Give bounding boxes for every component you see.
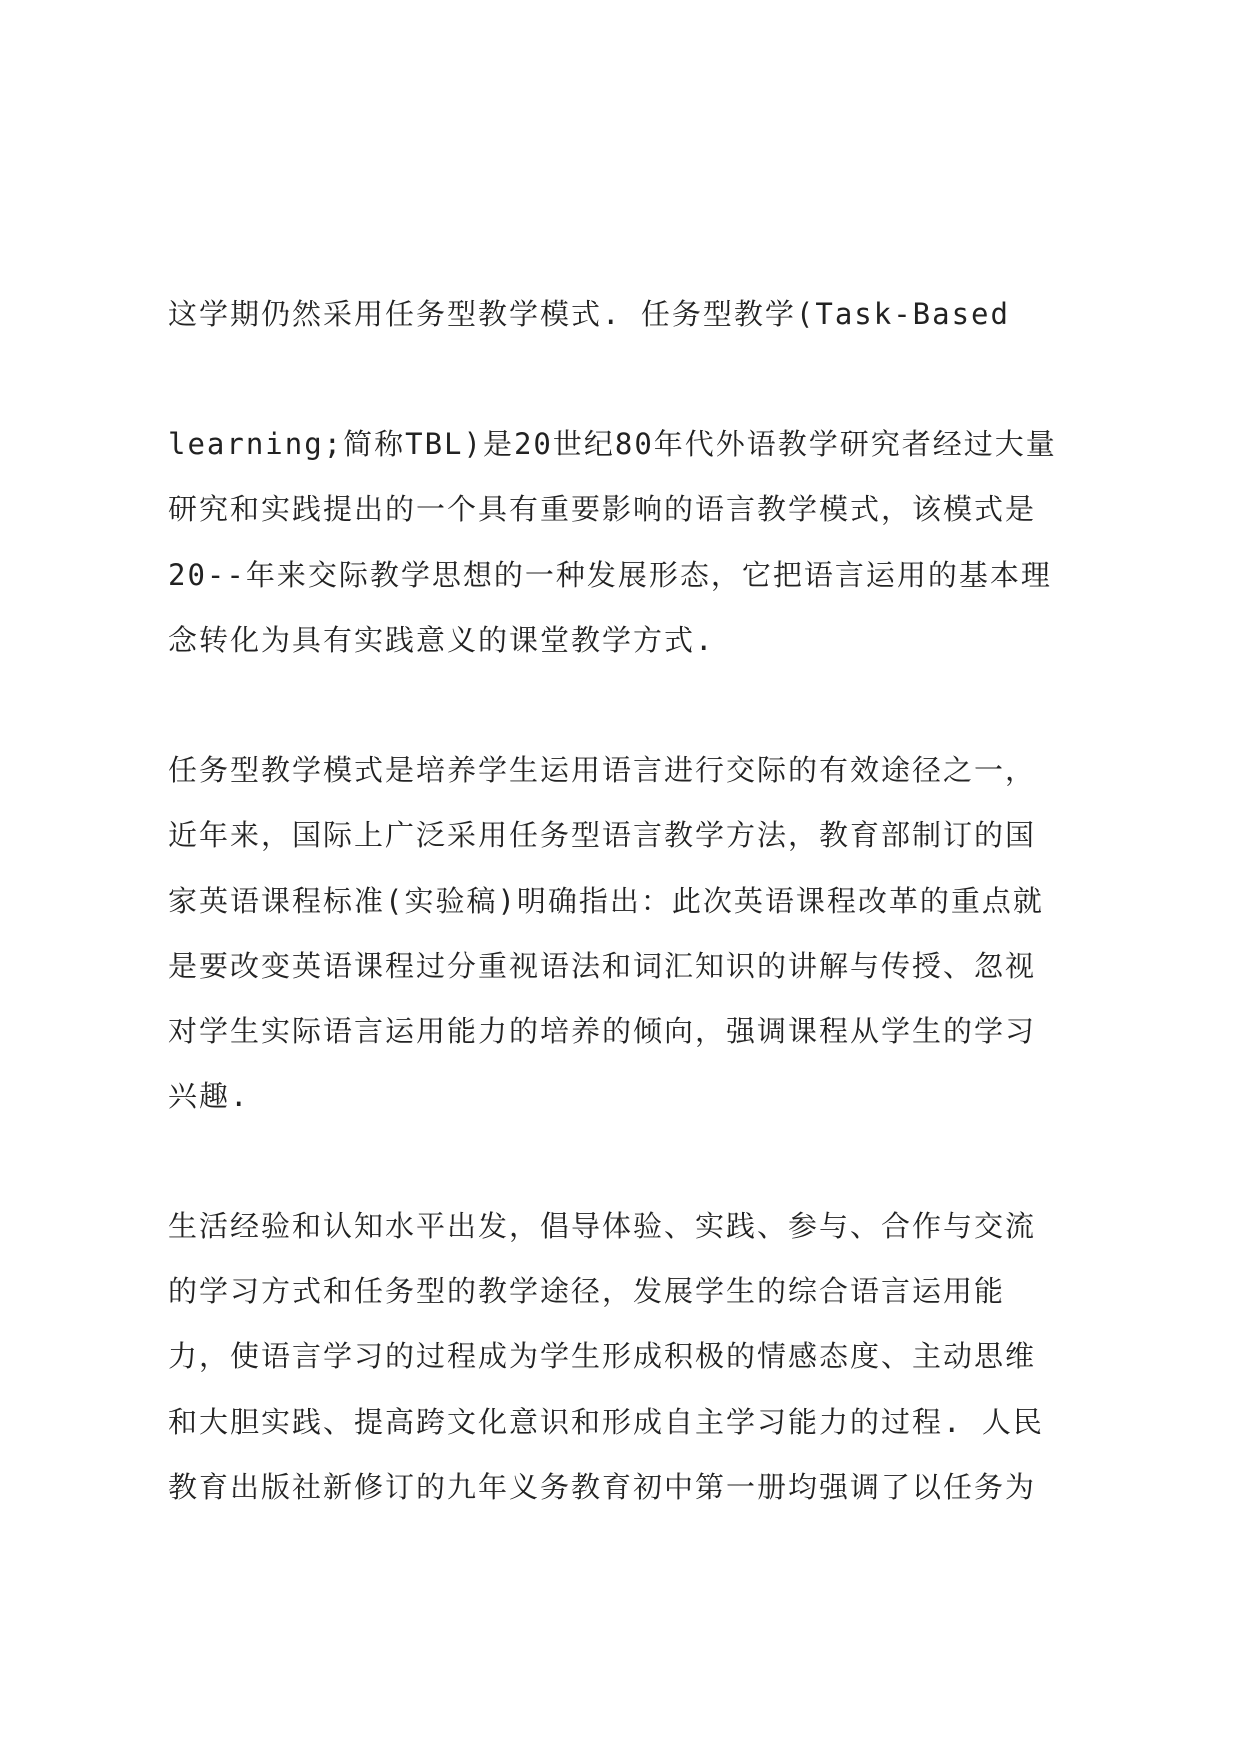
text-line: 兴趣. — [168, 1079, 250, 1113]
text-line: 力，使语言学习的过程成为学生形成积极的情感态度、主动思维 — [168, 1339, 1037, 1373]
text-line: 是要改变英语课程过分重视语法和词汇知识的讲解与传授、忽视 — [168, 949, 1037, 983]
text-line: 任务型教学模式是培养学生运用语言进行交际的有效途径之一， — [168, 753, 1037, 787]
text-line: 家英语课程标准(实验稿)明确指出：此次英语课程改革的重点就 — [168, 884, 1044, 918]
text-line: 对学生实际语言运用能力的培养的倾向，强调课程从学生的学习 — [168, 1014, 1037, 1048]
text-line: 近年来，国际上广泛采用任务型语言教学方法，教育部制订的国 — [168, 818, 1037, 852]
text-line: 教育出版社新修订的九年义务教育初中第一册均强调了以任务为 — [168, 1470, 1037, 1504]
text-line: 的学习方式和任务型的教学途径，发展学生的综合语言运用能 — [168, 1274, 1006, 1308]
text-line: 生活经验和认知水平出发，倡导体验、实践、参与、合作与交流 — [168, 1209, 1037, 1243]
text-line: 念转化为具有实践意义的课堂教学方式. — [168, 623, 715, 657]
text-line: 这学期仍然采用任务型教学模式. 任务型教学(Task-Based — [168, 297, 1010, 331]
text-line: 20--年来交际教学思想的一种发展形态，它把语言运用的基本理 — [168, 558, 1052, 592]
text-line: 和大胆实践、提高跨文化意识和形成自主学习能力的过程. 人民 — [168, 1405, 1044, 1439]
text-line: learning;简称TBL)是20世纪80年代外语教学研究者经过大量 — [168, 427, 1057, 461]
text-line: 研究和实践提出的一个具有重要影响的语言教学模式，该模式是 — [168, 492, 1037, 526]
